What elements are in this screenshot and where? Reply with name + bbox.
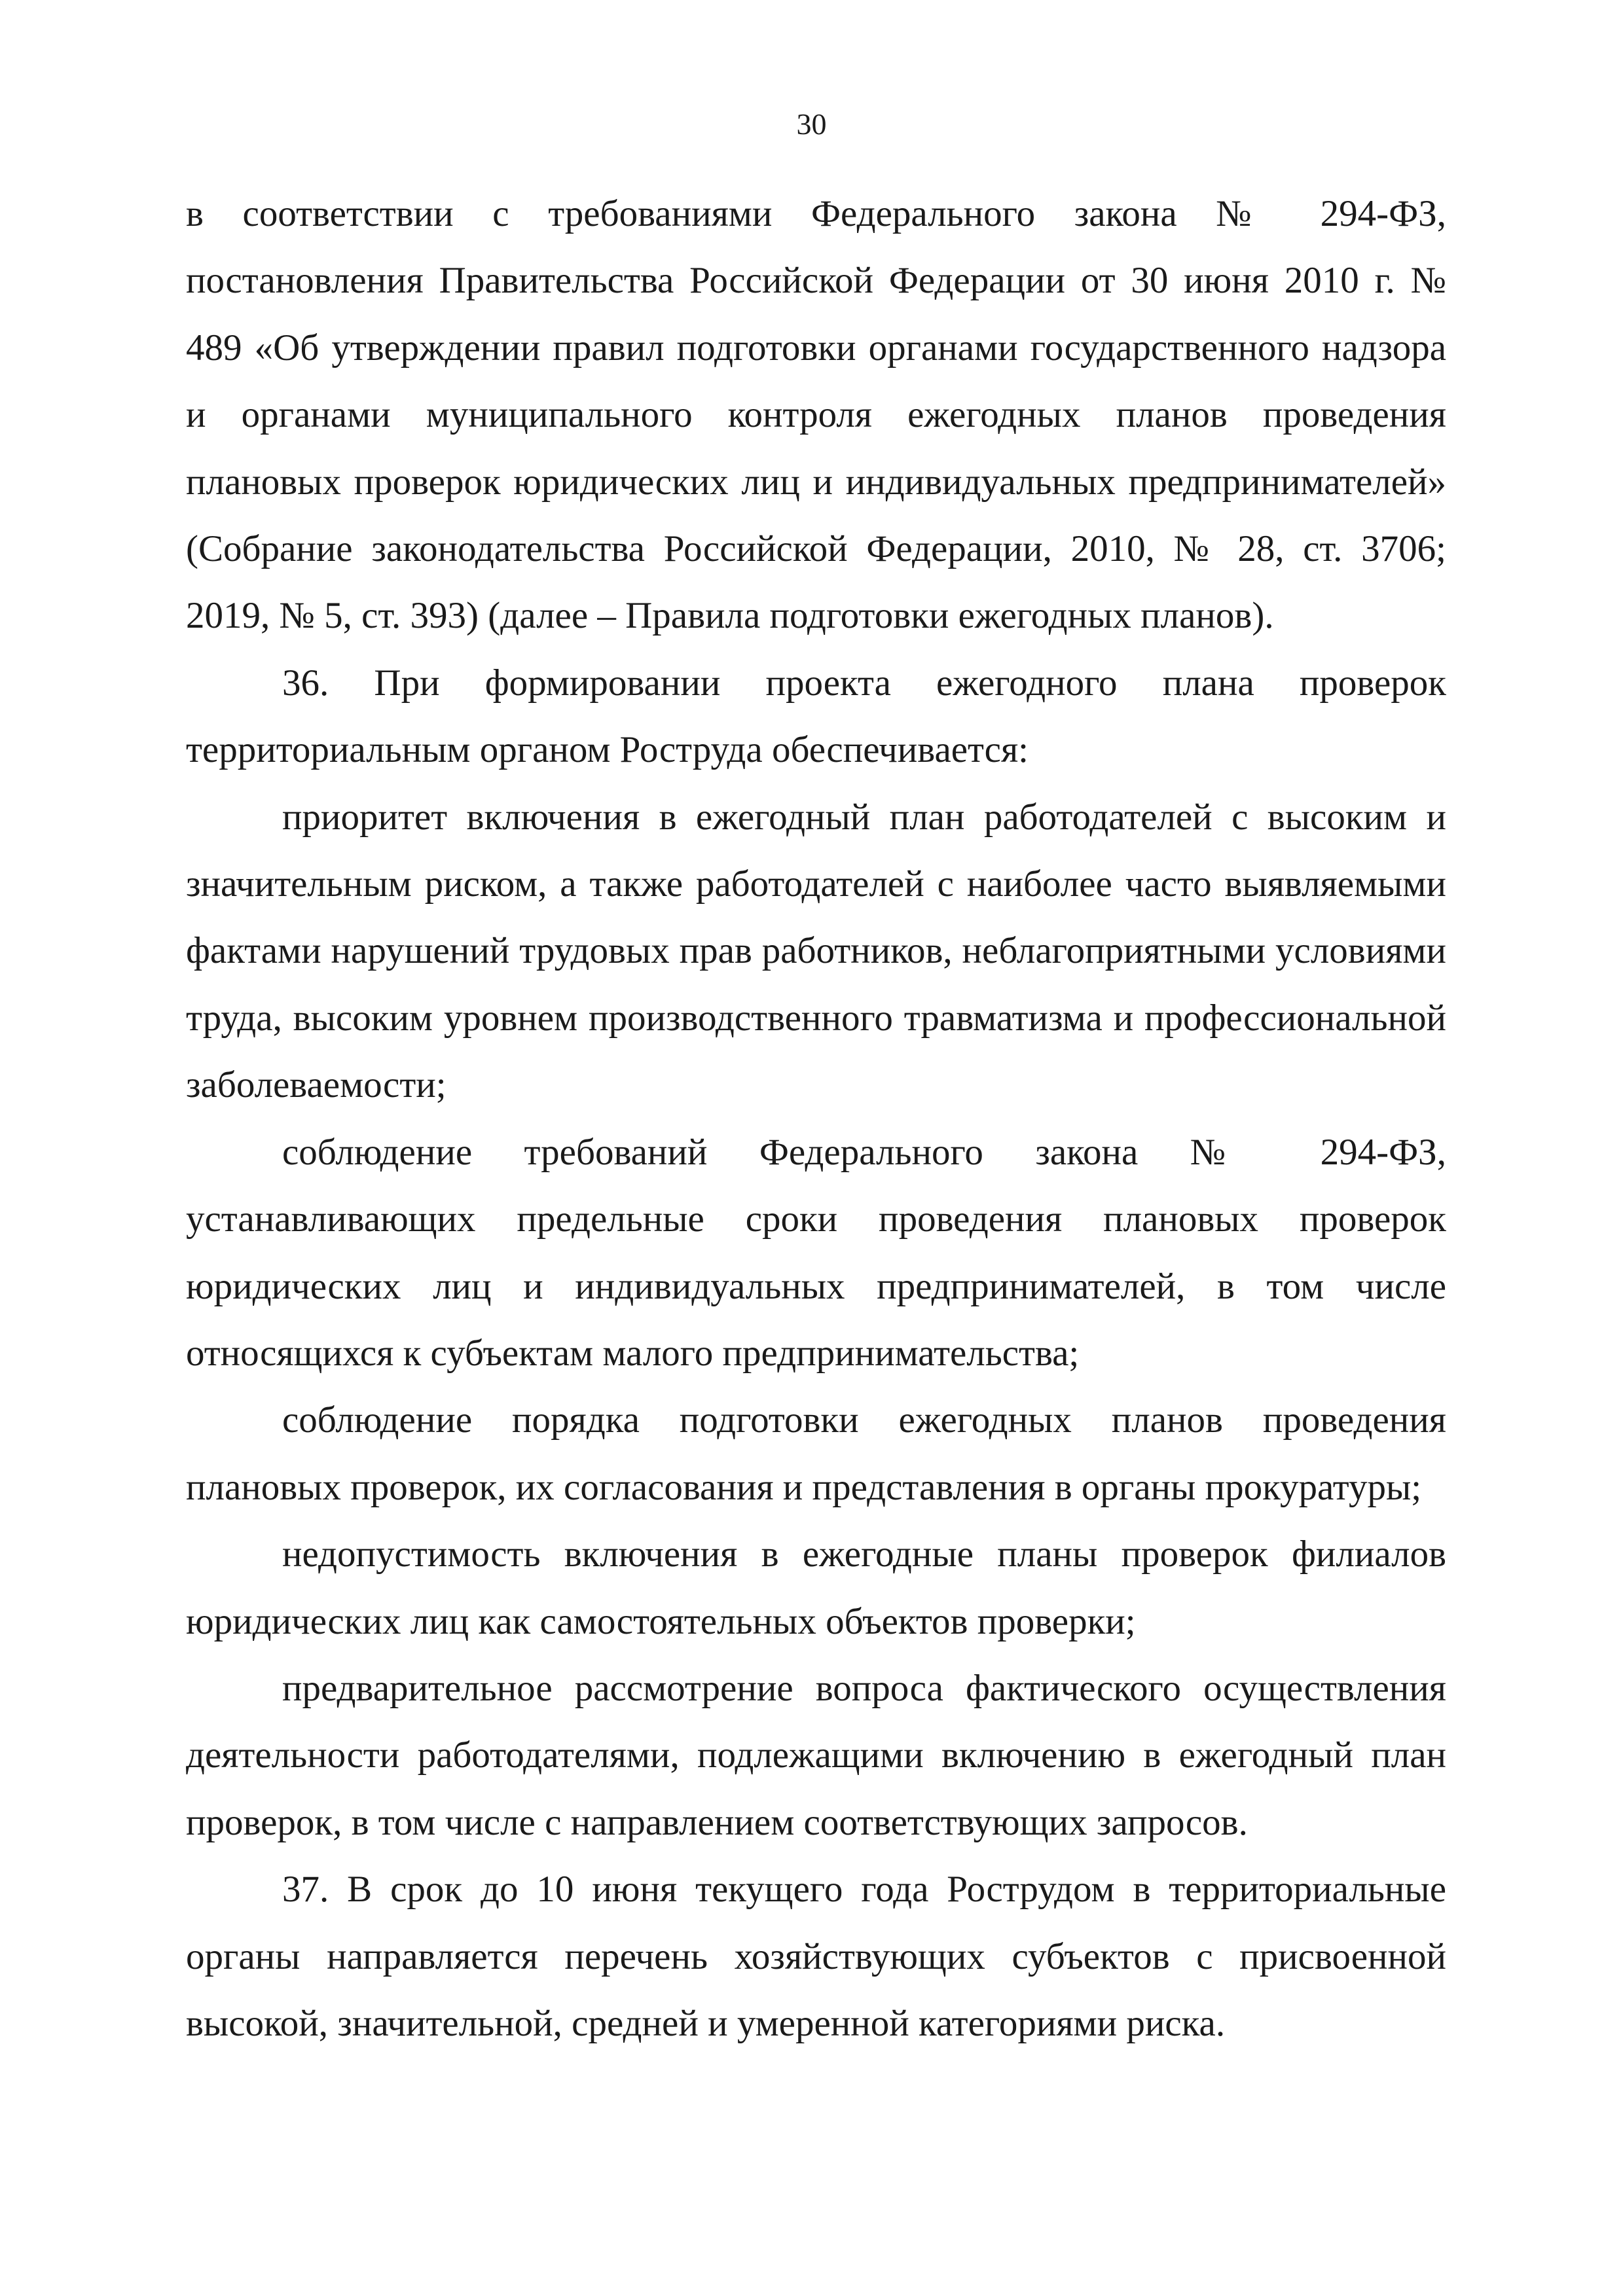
- page-number: 30: [796, 107, 827, 141]
- document-body: [186, 181, 1446, 2057]
- paragraph-item-37: 37. В срок до 10 июня текущего года Рострудом в территориальные органы направляется перечень хозяйствующих субъектов с присвоенной высокой, значительной, средней и умеренной категориями риска.: [186, 1869, 1446, 2044]
- paragraph-preliminary-review: предварительное рассмотрение вопроса фактического осуществления деятельности работодателями, подлежащими включению в ежегодный план проверок, в том числе с направлением соответствующих запросов.: [186, 1667, 1446, 1843]
- paragraph-continuation: в соответствии с требованиями Федерального закона № 294-ФЗ, постановления Правительства Российской Федерации от 30 июня 2010 г. № 489 «Об утверждении правил подготовки органами государственного надзора и органами муниципального контроля ежегодных планов проведения плановых проверок юридических лиц и индивидуальных предпринимателей» (Собрание законодательства Российской Федерации, 2010, № 28, ст. 3706; 2019, № 5, ст. 393) (далее – Правила подготовки ежегодных планов).: [186, 193, 1446, 637]
- paragraph-item-36: 36. При формировании проекта ежегодного плана проверок территориальным органом Роструда обеспечивается:: [186, 662, 1446, 771]
- paragraph-compliance-deadlines: соблюдение требований Федерального закона № 294-ФЗ, устанавливающих предельные сроки проведения плановых проверок юридических лиц и индивидуальных предпринимателей, в том числе относящихся к субъектам малого предпринимательства;: [186, 1131, 1446, 1374]
- paragraph-branches: недопустимость включения в ежегодные планы проверок филиалов юридических лиц как самостоятельных объектов проверки;: [186, 1534, 1446, 1642]
- paragraph-compliance-procedure: соблюдение порядка подготовки ежегодных планов проведения плановых проверок, их согласования и представления в органы прокуратуры;: [186, 1399, 1446, 1508]
- paragraph-priority: приоритет включения в ежегодный план работодателей с высоким и значительным риском, а также работодателей с наиболее часто выявляемыми фактами нарушений трудовых прав работников, неблагоприятными условиями труда, высоким уровнем производственного травматизма и профессиональной заболеваемости;: [186, 796, 1446, 1106]
